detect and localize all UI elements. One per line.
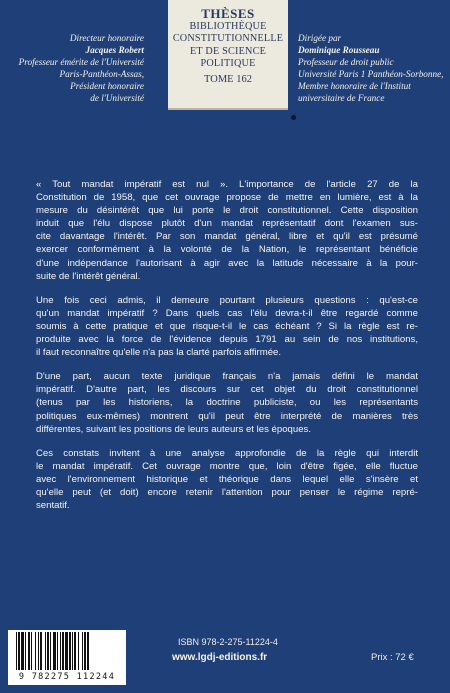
blurb-line: d'une indépendance l'autorisant à agir avec la latitude nécessaire à la pour- [36, 257, 418, 269]
blurb-line: impératif. D'autre part, les discours sur cet objet du droit constitutionnel [36, 384, 418, 396]
tome-number: TOME 162 [204, 73, 252, 85]
series-box [168, 0, 288, 110]
blurb-line: induit que l'élu dispose plutôt d'un mandat représentatif dont l'examen sus- [36, 218, 418, 230]
blurb-line: suite de l'intérêt général. [36, 270, 141, 282]
barcode [8, 630, 126, 685]
series-title: THÈSES [201, 6, 255, 21]
blurb-line: sentatif. [36, 500, 70, 512]
blurb-line: Une fois ceci admis, il demeure pourtant plusieurs questions : qu'est-ce [36, 294, 418, 306]
blurb-line: mesure du désintérêt que lui porte le droit constitutionnel. Cette disposition [36, 205, 418, 217]
blurb-line: « Tout mandat impératif est nul ». L'importance de l'article 27 de la [36, 179, 418, 190]
blurb-line: différentes, suivant les positions de leurs auteurs et les époques. [36, 423, 312, 435]
honorary-director-role: Directeur honoraire [69, 33, 144, 43]
series-director-name: Dominique Rousseau [298, 45, 380, 55]
isbn: ISBN 978-2-275-11224-4 [178, 637, 278, 647]
honorary-director-line: Président honoraire [70, 81, 144, 91]
honorary-director-block [8, 32, 144, 104]
decorative-dot [291, 115, 296, 120]
honorary-director-line: Professeur émérite de l'Université [18, 57, 144, 67]
blurb-line: qu'elle peut (et doit) encore retenir l'attention pour penser le régime repré- [36, 486, 418, 498]
blurb-line: soumis à cette pratique et que risque-t-il le cas échéant ? Si la règle est re- [36, 320, 418, 332]
blurb-paragraph [36, 370, 418, 435]
series-director-line: Université Paris 1 Panthéon-Sorbonne, [298, 69, 444, 79]
series-director-block [298, 32, 448, 104]
blurb-line: il faut reconnaître qu'elle n'a pas la clarté parfois affirmée. [36, 347, 282, 359]
collection-line: POLITIQUE [200, 58, 256, 70]
collection-line: CONSTITUTIONNELLE [172, 33, 284, 45]
blurb-line: exercer conformément à la volonté de la Nation, le représentant bénéficie [36, 244, 418, 256]
blurb-line: cite davantage l'intérêt. Par son mandat général, libre et qu'il est présumé [36, 231, 418, 243]
honorary-director-line: de l'Université [90, 93, 144, 103]
honorary-director-line: Paris-Panthéon-Assas, [59, 69, 144, 79]
blurb-line: (tenus par les historiens, la doctrine publiciste, ou les représentants [36, 397, 418, 409]
blurb-line: politiques eux-mêmes) montrent qu'il peut être interprété de manières très [36, 410, 418, 422]
blurb-line: D'une part, aucun texte juridique français n'a jamais défini le mandat [36, 371, 418, 383]
blurb-line: Constitution de 1958, que cet ouvrage propose de mettre en lumière, est à la [36, 192, 418, 204]
blurb-paragraph [36, 447, 418, 512]
blurb-line: Ces constats invitent à une analyse approfondie de la règle qui interdit [36, 447, 418, 459]
blurb-line: qu'un mandat impératif ? Dans quels cas l'élu devra-t-il être regardé comme [36, 307, 418, 319]
blurb-paragraph [36, 294, 418, 359]
blurb-line: produite avec la force de l'évidence depuis 1791 au sein de nos institutions, [36, 334, 418, 346]
blurb-line: le mandat impératif. Cet ouvrage montre que, loin d'être figée, elle fluctue [36, 460, 418, 472]
series-director-line: universitaire de France [298, 93, 385, 103]
collection-line: ET DE SCIENCE [190, 45, 266, 57]
blurb-paragraph [36, 178, 418, 283]
blurb-text [36, 178, 418, 523]
publisher-url[interactable]: www.lgdj-editions.fr [172, 652, 268, 663]
barcode-icon [14, 632, 120, 672]
blurb-line: avec l'environnement historique et théorique dans lequel elle s'insère et [36, 473, 418, 485]
barcode-number: 9 782275 112244 [18, 672, 116, 682]
series-director-line: Professeur de droit public [298, 57, 394, 67]
collection-line: BIBLIOTHÈQUE [189, 21, 267, 32]
honorary-director-name: Jacques Robert [85, 45, 144, 55]
series-director-line: Membre honoraire de l'Institut [298, 81, 411, 91]
price: Prix : 72 € [371, 652, 414, 663]
series-director-role: Dirigée par [298, 33, 342, 43]
